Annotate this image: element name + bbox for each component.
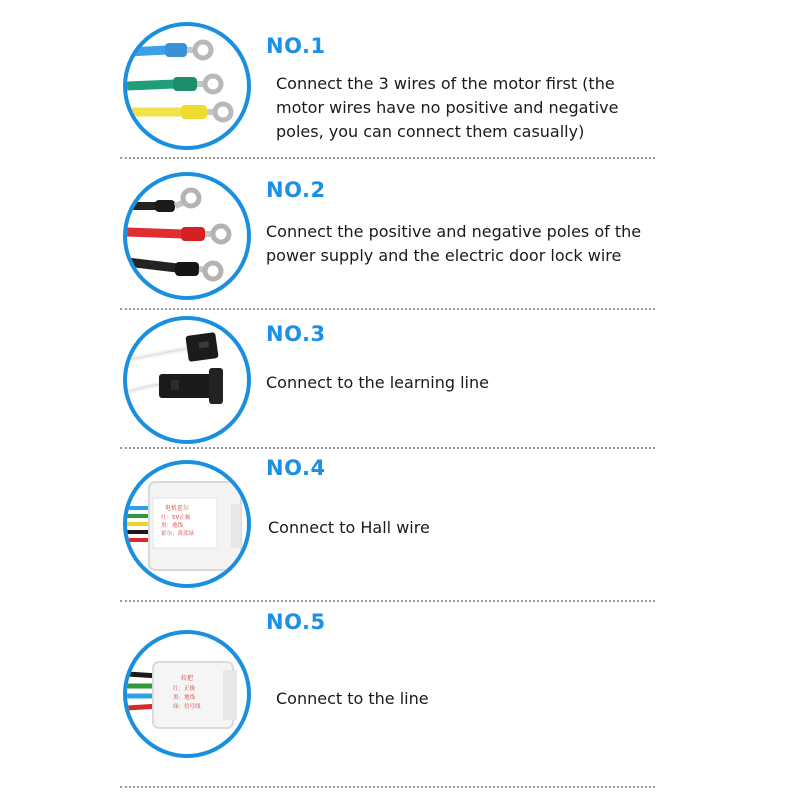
hall-label-title: 电机霍尔 bbox=[165, 505, 190, 512]
step-number: NO.1 bbox=[266, 34, 326, 58]
throttle-label-line: 红：正极 bbox=[173, 686, 196, 692]
description-line: motor wires have no positive and negative bbox=[276, 98, 619, 117]
section-divider bbox=[120, 447, 655, 449]
hall-label-line: 霍尔：黄蓝绿 bbox=[161, 531, 195, 537]
motor-wires-photo bbox=[123, 22, 251, 150]
section-divider bbox=[120, 157, 655, 159]
description-line: Connect the 3 wires of the motor first (the bbox=[276, 74, 615, 93]
description-line: Connect to the learning line bbox=[266, 373, 489, 392]
description-line: Connect the positive and negative poles of the bbox=[266, 222, 642, 241]
step-number: NO.4 bbox=[266, 456, 326, 480]
step-description bbox=[276, 687, 429, 711]
step-description bbox=[266, 220, 641, 268]
step-description bbox=[268, 516, 430, 540]
throttle-label-title: 转把 bbox=[181, 675, 194, 682]
power-wires-photo bbox=[123, 172, 251, 300]
step-number: NO.3 bbox=[266, 322, 326, 346]
learning-line-photo bbox=[123, 316, 251, 444]
description-line: Connect to Hall wire bbox=[268, 518, 430, 537]
hall-label-line: 红：5V正极 bbox=[161, 515, 191, 521]
step-number: NO.2 bbox=[266, 178, 326, 202]
section-divider bbox=[120, 308, 655, 310]
description-line: poles, you can connect them casually) bbox=[276, 122, 585, 141]
throttle-connector-photo bbox=[123, 630, 251, 758]
description-line: Connect to the line bbox=[276, 689, 429, 708]
step-description bbox=[266, 371, 489, 395]
section-divider bbox=[120, 786, 655, 788]
description-line: power supply and the electric door lock wire bbox=[266, 246, 622, 265]
step-description bbox=[276, 72, 619, 144]
section-divider bbox=[120, 600, 655, 602]
step-number: NO.5 bbox=[266, 610, 326, 634]
hall-label-line: 黑：地线 bbox=[161, 523, 184, 529]
hall-connector-photo bbox=[123, 460, 251, 588]
throttle-label-line: 黑：地线 bbox=[173, 695, 196, 701]
throttle-label-line: 绿：信号线 bbox=[173, 704, 201, 710]
